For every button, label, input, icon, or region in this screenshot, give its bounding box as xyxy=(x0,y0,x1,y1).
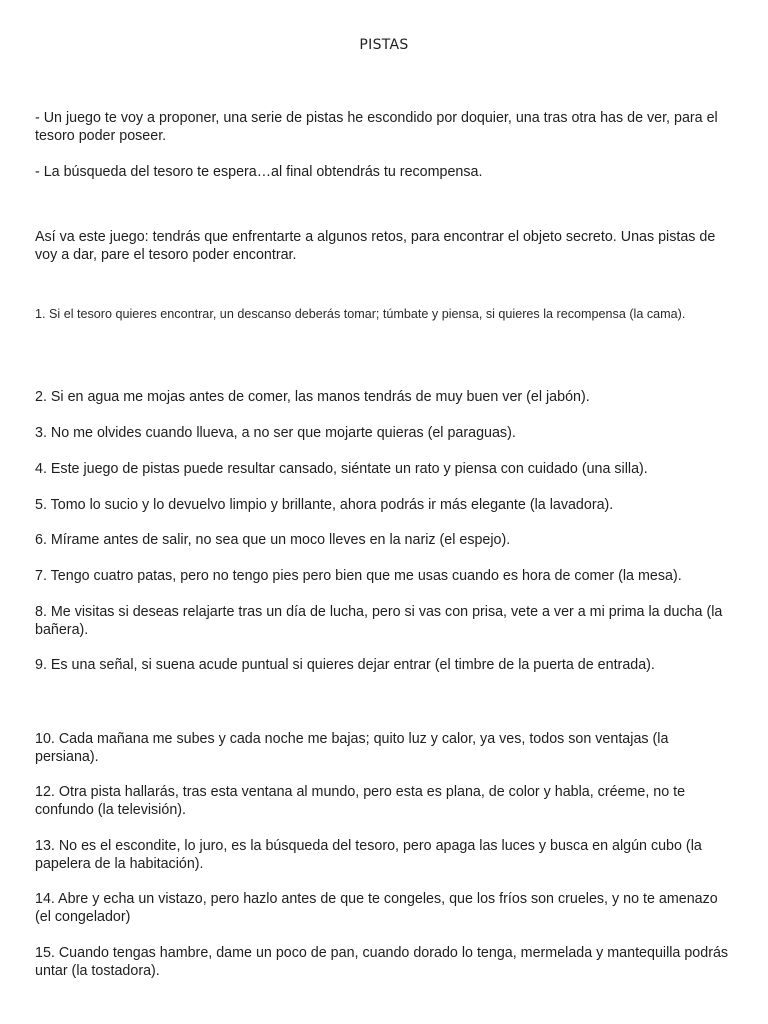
clue-2: 2. Si en agua me mojas antes de comer, las manos tendrás de muy buen ver (el jabón). xyxy=(35,389,590,405)
intro-paragraph-2: - La búsqueda del tesoro te espera…al final obtendrás tu recompensa. xyxy=(35,164,483,180)
clue-10: 10. Cada mañana me subes y cada noche me bajas; quito luz y calor, ya ves, todos son ventajas (la persiana). xyxy=(35,731,669,765)
clue-9: 9. Es una señal, si suena acude puntual si quieres dejar entrar (el timbre de la puerta de entrada). xyxy=(35,657,655,673)
clue-1: 1. Si el tesoro quieres encontrar, un descanso deberás tomar; túmbate y piensa, si quieres la recompensa (la cama). xyxy=(35,307,686,321)
clue-14: 14. Abre y echa un vistazo, pero hazlo antes de que te congeles, que los fríos son crueles, y no te amenazo (el congelador) xyxy=(35,891,718,925)
clue-13: 13. No es el escondite, lo juro, es la búsqueda del tesoro, pero apaga las luces y busca en algún cubo (la papelera de la habitación). xyxy=(35,838,702,872)
clue-4: 4. Este juego de pistas puede resultar cansado, siéntate un rato y piensa con cuidado (una silla). xyxy=(35,461,648,477)
clue-15: 15. Cuando tengas hambre, dame un poco de pan, cuando dorado lo tenga, mermelada y mantequilla podrás untar (la tostadora). xyxy=(35,945,729,979)
clue-7: 7. Tengo cuatro patas, pero no tengo pies pero bien que me usas cuando es hora de comer (la mesa). xyxy=(35,568,682,584)
document-title: PISTAS xyxy=(359,37,409,53)
intro-paragraph-1: - Un juego te voy a proponer, una serie de pistas he escondido por doquier, una tras otra has de ver, para el tesoro poder poseer. xyxy=(35,110,718,144)
clue-3: 3. No me olvides cuando llueva, a no ser que mojarte quieras (el paraguas). xyxy=(35,425,516,441)
clue-5: 5. Tomo lo sucio y lo devuelvo limpio y brillante, ahora podrás ir más elegante (la lavadora). xyxy=(35,497,614,513)
clue-8: 8. Me visitas si deseas relajarte tras un día de lucha, pero si vas con prisa, vete a ver a mi prima la ducha (la bañera). xyxy=(35,604,723,638)
clue-12: 12. Otra pista hallarás, tras esta ventana al mundo, pero esta es plana, de color y habla, créeme, no te confundo (la televisión). xyxy=(35,784,686,818)
rules-paragraph: Así va este juego: tendrás que enfrentarte a algunos retos, para encontrar el objeto secreto. Unas pistas de voy a dar, pare el tesoro poder encontrar. xyxy=(35,229,716,263)
clue-6: 6. Mírame antes de salir, no sea que un moco lleves en la nariz (el espejo). xyxy=(35,532,511,548)
